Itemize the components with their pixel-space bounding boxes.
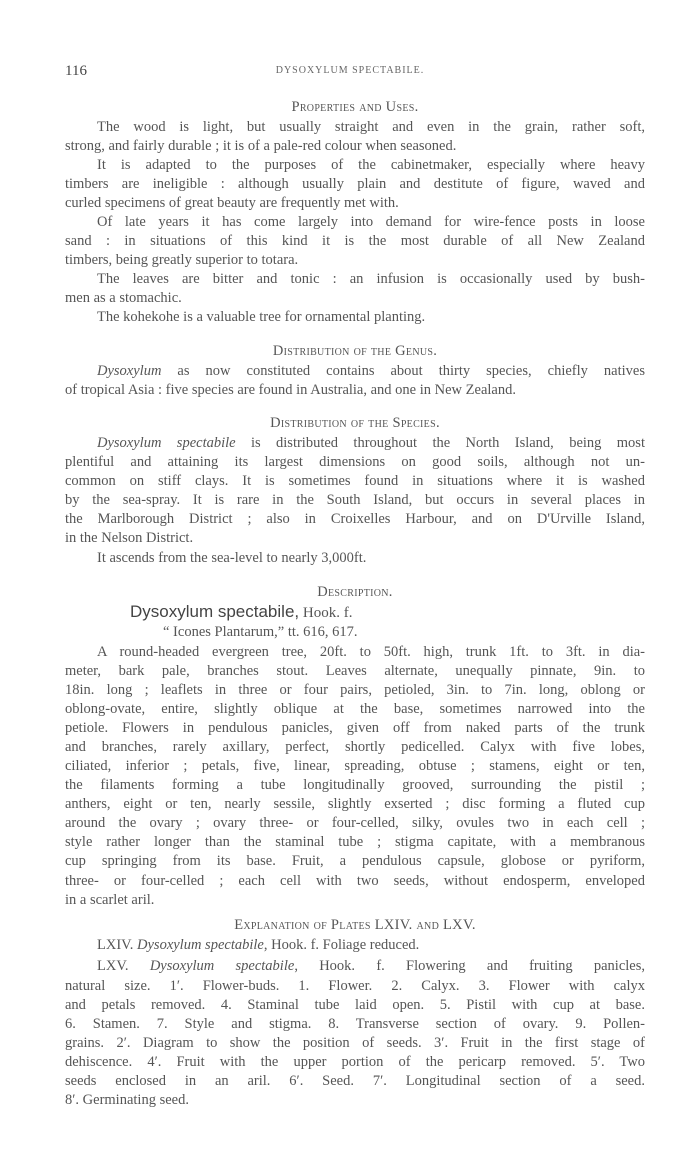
text-line: sand : in situations of this kind it is the most durable of all New Zealand (65, 233, 645, 249)
text-line: the filaments forming a tube longitudinally grooved, surrounding the pistil ; (65, 777, 645, 793)
text-line: petiole. Flowers in pendulous panicles, given off from naked parts of the trunk (65, 720, 645, 736)
text-line (97, 433, 645, 453)
text-line: oblong-ovate, entire, slightly oblique at the base, sometimes narrowed into the (65, 701, 645, 717)
text-line: common on stiff clays. It is sometimes found in situations where it is washed (65, 473, 645, 489)
text-segment: LXIV. (97, 937, 138, 953)
text-segment: , Hook. f. Flowering and fruiting panicles, (294, 958, 645, 974)
genus-name: Dysoxylum (97, 363, 162, 379)
species-name: Dysoxylum spectabile (149, 958, 295, 974)
text-line: three- or four-celled ; each cell with two seeds, without endosperm, enveloped (65, 873, 645, 889)
running-title: DYSOXYLUM SPECTABILE. (275, 65, 425, 76)
text-line: and petals removed. 4. Staminal tube laid open. 5. Pistil with cup at base. (65, 997, 645, 1013)
text-line: grains. 2′. Diagram to show the position of seeds. 3′. Fruit in the first stage of (65, 1035, 645, 1051)
text-line: curled specimens of great beauty are frequently met with. (65, 195, 399, 211)
text-line: by the sea-spray. It is rare in the South Island, but occurs in several places in (65, 492, 645, 508)
text-line: The wood is light, but usually straight and even in the grain, rather soft, (97, 119, 645, 135)
text-line: timbers, being greatly superior to totara. (65, 252, 299, 268)
text-segment: is distributed throughout the North Island, being most (235, 435, 645, 451)
text-line: of tropical Asia : five species are found in Australia, and one in New Zealand. (65, 382, 516, 398)
text-line: 8′. Germinating seed. (65, 1092, 189, 1108)
text-segment: LXV. (97, 958, 150, 974)
text-line: in the Nelson District. (65, 530, 194, 546)
section-heading-genus: Distribution of the Genus. (272, 343, 438, 359)
text-line (97, 361, 645, 381)
text-line: Of late years it has come largely into demand for wire-fence posts in loose (97, 214, 645, 230)
text-line: meter, bark pale, branches stout. Leaves alternate, unequally pinnate, 9in. to (65, 663, 645, 679)
text-line: A round-headed evergreen tree, 20ft. to 50ft. high, trunk 1ft. to 3ft. in dia- (97, 644, 645, 660)
text-line: It is adapted to the purposes of the cabinetmaker, especially where heavy (97, 157, 645, 173)
species-title-name: Dysoxylum spectabile, (130, 602, 300, 621)
text-line: plentiful and attaining its largest dimensions on good soils, although not un- (65, 454, 645, 470)
species-title (130, 601, 352, 624)
text-line: cup springing from its base. Fruit, a pendulous capsule, globose or pyriform, (65, 853, 645, 869)
text-line: The kohekohe is a valuable tree for ornamental planting. (97, 309, 426, 325)
species-name: Dysoxylum spectabile (137, 937, 264, 953)
text-line: around the ovary ; ovary three- or four-celled, silky, ovules two in each cell ; (65, 815, 645, 831)
section-heading-species: Distribution of the Species. (270, 415, 440, 431)
plate-lxv (97, 956, 645, 976)
text-line: natural size. 1′. Flower-buds. 1. Flower. 2. Calyx. 3. Flower with calyx (65, 978, 645, 994)
plate-lxiv (97, 935, 645, 955)
species-name: Dysoxylum spectabile (97, 435, 236, 451)
section-heading-description: Description. (317, 584, 393, 600)
text-line: 6. Stamen. 7. Style and stigma. 8. Transverse section of ovary. 9. Pollen- (65, 1016, 645, 1032)
reference: “ Icones Plantarum,” tt. 616, 617. (163, 624, 358, 640)
text-line: anthers, eight or ten, nearly sessile, slightly exserted ; disc forming a fluted cup (65, 796, 645, 812)
page-number: 116 (65, 63, 87, 79)
text-line: men as a stomachic. (65, 290, 182, 306)
text-line: The leaves are bitter and tonic : an infusion is occasionally used by bush- (97, 271, 645, 287)
text-line: It ascends from the sea-level to nearly 3,000ft. (97, 550, 367, 566)
text-segment: , Hook. f. Foliage reduced. (263, 937, 420, 953)
section-heading-plates: Explanation of Plates LXIV. and LXV. (234, 917, 476, 933)
text-line: and branches, rarely axillary, perfect, shortly pedicelled. Calyx with five lobes, (65, 739, 645, 755)
text-line: ciliated, inferior ; petals, five, linear, spreading, obtuse ; stamens, eight or ten, (65, 758, 645, 774)
text-line: style rather longer than the staminal tube ; stigma capitate, with a membranous (65, 834, 645, 850)
text-line: 18in. long ; leaflets in three or four pairs, petioled, 3in. to 7in. long, oblong or (65, 682, 645, 698)
section-heading-properties: Properties and Uses. (291, 99, 419, 115)
species-authority: Hook. f. (299, 605, 353, 621)
text-segment: as now constituted contains about thirty species, chiefly natives (161, 363, 645, 379)
text-line: dehiscence. 4′. Fruit with the upper portion of the pericarp removed. 5′. Two (65, 1054, 645, 1070)
text-line: timbers are ineligible : although usually plain and destitute of figure, waved and (65, 176, 645, 192)
text-line: the Marlborough District ; also in Croixelles Harbour, and on D'Urville Island, (65, 511, 645, 527)
text-line: strong, and fairly durable ; it is of a pale-red colour when seasoned. (65, 138, 457, 154)
text-line: in a scarlet aril. (65, 892, 155, 908)
text-line: seeds enclosed in an aril. 6′. Seed. 7′. Longitudinal section of a seed. (65, 1073, 645, 1089)
